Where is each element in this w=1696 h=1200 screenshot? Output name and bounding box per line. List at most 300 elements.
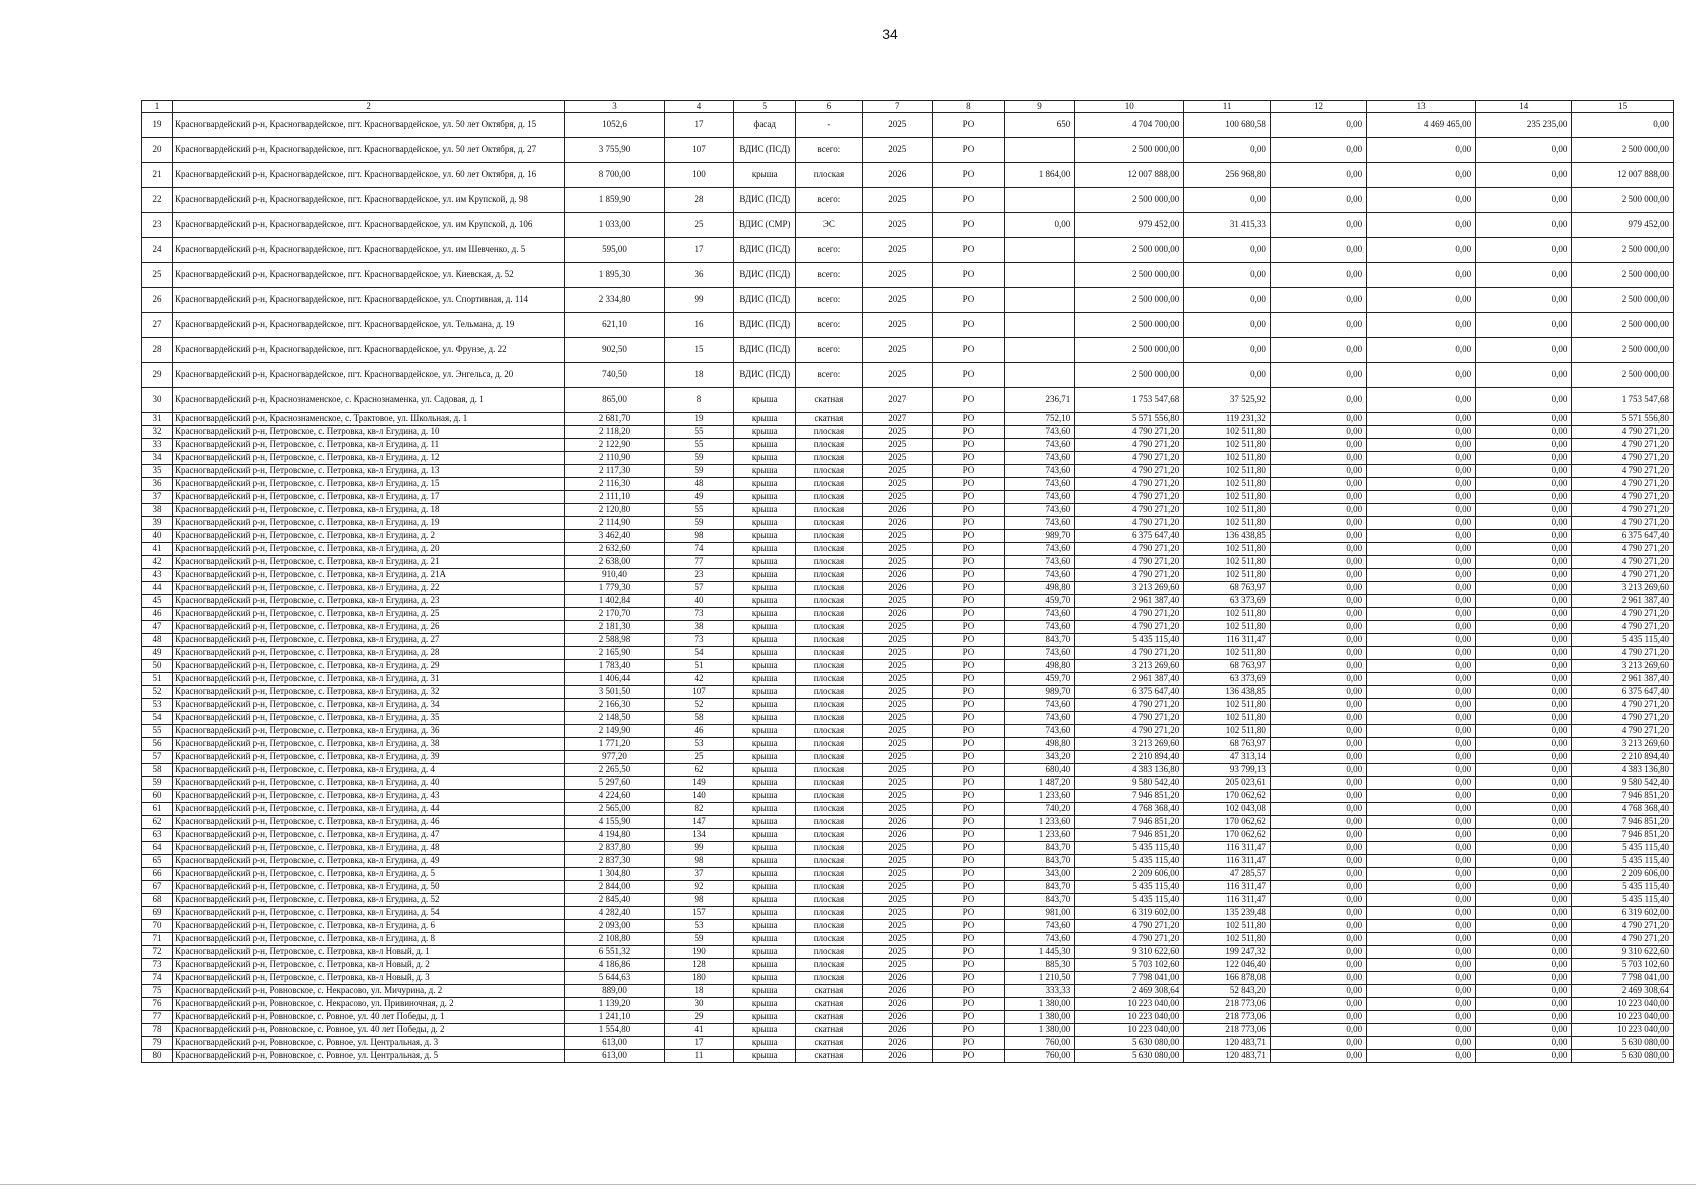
cell-col-1: 24 bbox=[142, 238, 173, 263]
address-cell: Красногвардейский р-н, Петровское, с. Петровка, кв-л Егудина, д. 23 bbox=[173, 595, 565, 608]
cell-col-3: 2 166,30 bbox=[565, 699, 664, 712]
column-header-3: 3 bbox=[565, 101, 664, 113]
cell-col-11: 102 511,80 bbox=[1184, 478, 1271, 491]
cell-col-6: скатная bbox=[796, 998, 862, 1011]
cell-col-3: 2 845,40 bbox=[565, 894, 664, 907]
cell-col-10: 6 375 647,40 bbox=[1075, 686, 1184, 699]
cell-col-14: 0,00 bbox=[1476, 595, 1572, 608]
cell-col-11: 68 763,97 bbox=[1184, 582, 1271, 595]
cell-col-7: 2026 bbox=[862, 582, 933, 595]
cell-col-9: 1 233,60 bbox=[1004, 829, 1075, 842]
cell-col-10: 4 790 271,20 bbox=[1075, 933, 1184, 946]
cell-col-11: 102 511,80 bbox=[1184, 699, 1271, 712]
cell-col-12: 0,00 bbox=[1270, 543, 1366, 556]
table-row bbox=[142, 868, 1674, 881]
capital-repair-table bbox=[141, 100, 1674, 1063]
cell-col-13: 0,00 bbox=[1367, 439, 1476, 452]
cell-col-12: 0,00 bbox=[1270, 338, 1366, 363]
cell-col-12: 0,00 bbox=[1270, 829, 1366, 842]
cell-col-12: 0,00 bbox=[1270, 790, 1366, 803]
cell-col-10: 4 790 271,20 bbox=[1075, 699, 1184, 712]
cell-col-3: 2 837,30 bbox=[565, 855, 664, 868]
cell-col-3: 2 265,50 bbox=[565, 764, 664, 777]
cell-col-13: 0,00 bbox=[1367, 556, 1476, 569]
cell-col-8: РО bbox=[933, 413, 1005, 426]
cell-col-5: крыша bbox=[734, 855, 796, 868]
cell-col-15: 9 310 622,60 bbox=[1572, 946, 1674, 959]
table-row bbox=[142, 920, 1674, 933]
cell-col-4: 29 bbox=[664, 1011, 733, 1024]
cell-col-3: 6 551,32 bbox=[565, 946, 664, 959]
cell-col-3: 2 632,60 bbox=[565, 543, 664, 556]
column-header-10: 10 bbox=[1075, 101, 1184, 113]
cell-col-12: 0,00 bbox=[1270, 660, 1366, 673]
address-cell: Красногвардейский р-н, Красногвардейское, пгт. Красногвардейское, ул. Тельмана, д. 19 bbox=[173, 313, 565, 338]
address-cell: Красногвардейский р-н, Петровское, с. Петровка, кв-л Егудина, д. 29 bbox=[173, 660, 565, 673]
cell-col-9: 743,60 bbox=[1004, 543, 1075, 556]
cell-col-7: 2025 bbox=[862, 907, 933, 920]
cell-col-12: 0,00 bbox=[1270, 530, 1366, 543]
cell-col-14: 0,00 bbox=[1476, 920, 1572, 933]
cell-col-3: 2 588,98 bbox=[565, 634, 664, 647]
cell-col-1: 47 bbox=[142, 621, 173, 634]
cell-col-13: 0,00 bbox=[1367, 673, 1476, 686]
cell-col-13: 0,00 bbox=[1367, 452, 1476, 465]
cell-col-12: 0,00 bbox=[1270, 608, 1366, 621]
cell-col-4: 74 bbox=[664, 543, 733, 556]
cell-col-13: 0,00 bbox=[1367, 582, 1476, 595]
cell-col-5: крыша bbox=[734, 569, 796, 582]
cell-col-14: 0,00 bbox=[1476, 388, 1572, 413]
cell-col-10: 4 790 271,20 bbox=[1075, 543, 1184, 556]
cell-col-4: 134 bbox=[664, 829, 733, 842]
cell-col-14: 0,00 bbox=[1476, 413, 1572, 426]
cell-col-5: крыша bbox=[734, 426, 796, 439]
table-row bbox=[142, 465, 1674, 478]
cell-col-4: 59 bbox=[664, 933, 733, 946]
cell-col-8: РО bbox=[933, 985, 1005, 998]
cell-col-7: 2025 bbox=[862, 777, 933, 790]
cell-col-13: 0,00 bbox=[1367, 465, 1476, 478]
cell-col-3: 2 118,20 bbox=[565, 426, 664, 439]
cell-col-11: 63 373,69 bbox=[1184, 595, 1271, 608]
cell-col-10: 2 500 000,00 bbox=[1075, 313, 1184, 338]
cell-col-4: 190 bbox=[664, 946, 733, 959]
table-row bbox=[142, 751, 1674, 764]
cell-col-7: 2025 bbox=[862, 946, 933, 959]
cell-col-7: 2026 bbox=[862, 504, 933, 517]
cell-col-5: крыша bbox=[734, 998, 796, 1011]
cell-col-4: 41 bbox=[664, 1024, 733, 1037]
cell-col-11: 102 511,80 bbox=[1184, 725, 1271, 738]
cell-col-13: 0,00 bbox=[1367, 829, 1476, 842]
cell-col-6: плоская bbox=[796, 504, 862, 517]
cell-col-5: крыша bbox=[734, 738, 796, 751]
address-cell: Красногвардейский р-н, Петровское, с. Петровка, кв-л Егудина, д. 17 bbox=[173, 491, 565, 504]
cell-col-9: 1 380,00 bbox=[1004, 1024, 1075, 1037]
cell-col-1: 30 bbox=[142, 388, 173, 413]
cell-col-6: плоская bbox=[796, 426, 862, 439]
cell-col-1: 29 bbox=[142, 363, 173, 388]
address-cell: Красногвардейский р-н, Петровское, с. Петровка, кв-л Егудина, д. 20 bbox=[173, 543, 565, 556]
cell-col-4: 55 bbox=[664, 504, 733, 517]
cell-col-1: 67 bbox=[142, 881, 173, 894]
cell-col-3: 1 406,44 bbox=[565, 673, 664, 686]
cell-col-7: 2026 bbox=[862, 1037, 933, 1050]
cell-col-7: 2025 bbox=[862, 959, 933, 972]
cell-col-12: 0,00 bbox=[1270, 556, 1366, 569]
column-header-8: 8 bbox=[933, 101, 1005, 113]
cell-col-14: 0,00 bbox=[1476, 725, 1572, 738]
cell-col-15: 2 500 000,00 bbox=[1572, 263, 1674, 288]
cell-col-14: 0,00 bbox=[1476, 673, 1572, 686]
cell-col-1: 59 bbox=[142, 777, 173, 790]
table-row bbox=[142, 595, 1674, 608]
cell-col-8: РО bbox=[933, 113, 1005, 138]
cell-col-3: 1 859,90 bbox=[565, 188, 664, 213]
cell-col-13: 0,00 bbox=[1367, 868, 1476, 881]
cell-col-12: 0,00 bbox=[1270, 998, 1366, 1011]
table-row bbox=[142, 738, 1674, 751]
cell-col-8: РО bbox=[933, 388, 1005, 413]
cell-col-3: 1 241,10 bbox=[565, 1011, 664, 1024]
cell-col-7: 2025 bbox=[862, 764, 933, 777]
cell-col-14: 0,00 bbox=[1476, 933, 1572, 946]
cell-col-1: 80 bbox=[142, 1050, 173, 1063]
cell-col-11: 218 773,06 bbox=[1184, 1024, 1271, 1037]
cell-col-7: 2025 bbox=[862, 881, 933, 894]
cell-col-7: 2025 bbox=[862, 855, 933, 868]
cell-col-4: 55 bbox=[664, 439, 733, 452]
cell-col-5: крыша bbox=[734, 452, 796, 465]
cell-col-11: 166 878,08 bbox=[1184, 972, 1271, 985]
cell-col-4: 149 bbox=[664, 777, 733, 790]
table-row bbox=[142, 426, 1674, 439]
cell-col-15: 5 703 102,60 bbox=[1572, 959, 1674, 972]
cell-col-9: 1 233,60 bbox=[1004, 816, 1075, 829]
cell-col-9: 343,00 bbox=[1004, 868, 1075, 881]
cell-col-13: 0,00 bbox=[1367, 816, 1476, 829]
cell-col-8: РО bbox=[933, 1037, 1005, 1050]
cell-col-8: РО bbox=[933, 634, 1005, 647]
cell-col-8: РО bbox=[933, 738, 1005, 751]
address-cell: Красногвардейский р-н, Красногвардейское, пгт. Красногвардейское, ул. Киевская, д. 52 bbox=[173, 263, 565, 288]
cell-col-8: РО bbox=[933, 313, 1005, 338]
table-row bbox=[142, 491, 1674, 504]
cell-col-6: плоская bbox=[796, 855, 862, 868]
cell-col-8: РО bbox=[933, 699, 1005, 712]
address-cell: Красногвардейский р-н, Петровское, с. Петровка, кв-л Егудина, д. 49 bbox=[173, 855, 565, 868]
cell-col-10: 4 790 271,20 bbox=[1075, 647, 1184, 660]
cell-col-8: РО bbox=[933, 673, 1005, 686]
cell-col-8: РО bbox=[933, 543, 1005, 556]
cell-col-4: 15 bbox=[664, 338, 733, 363]
cell-col-5: крыша bbox=[734, 881, 796, 894]
cell-col-8: РО bbox=[933, 621, 1005, 634]
cell-col-3: 4 194,80 bbox=[565, 829, 664, 842]
cell-col-15: 979 452,00 bbox=[1572, 213, 1674, 238]
column-header-1: 1 bbox=[142, 101, 173, 113]
cell-col-11: 0,00 bbox=[1184, 263, 1271, 288]
table-row bbox=[142, 1011, 1674, 1024]
cell-col-6: плоская bbox=[796, 803, 862, 816]
cell-col-11: 170 062,62 bbox=[1184, 829, 1271, 842]
cell-col-3: 2 837,80 bbox=[565, 842, 664, 855]
cell-col-9: 981,00 bbox=[1004, 907, 1075, 920]
cell-col-8: РО bbox=[933, 530, 1005, 543]
cell-col-3: 621,10 bbox=[565, 313, 664, 338]
cell-col-10: 2 209 606,00 bbox=[1075, 868, 1184, 881]
cell-col-6: плоская bbox=[796, 868, 862, 881]
address-cell: Красногвардейский р-н, Петровское, с. Петровка, кв-л Егудина, д. 46 bbox=[173, 816, 565, 829]
cell-col-14: 0,00 bbox=[1476, 313, 1572, 338]
cell-col-14: 0,00 bbox=[1476, 647, 1572, 660]
address-cell: Красногвардейский р-н, Петровское, с. Петровка, кв-л Егудина, д. 10 bbox=[173, 426, 565, 439]
cell-col-8: РО bbox=[933, 338, 1005, 363]
cell-col-7: 2025 bbox=[862, 113, 933, 138]
cell-col-9: 743,60 bbox=[1004, 569, 1075, 582]
table-row bbox=[142, 188, 1674, 213]
cell-col-11: 52 843,20 bbox=[1184, 985, 1271, 998]
cell-col-15: 4 790 271,20 bbox=[1572, 491, 1674, 504]
address-cell: Красногвардейский р-н, Петровское, с. Петровка, кв-л Егудина, д. 5 bbox=[173, 868, 565, 881]
cell-col-6: ЭС bbox=[796, 213, 862, 238]
column-header-13: 13 bbox=[1367, 101, 1476, 113]
address-cell: Красногвардейский р-н, Петровское, с. Петровка, кв-л Егудина, д. 38 bbox=[173, 738, 565, 751]
cell-col-9: 743,60 bbox=[1004, 920, 1075, 933]
address-cell: Красногвардейский р-н, Ровновское, с. Ровное, ул. Центральная, д. 3 bbox=[173, 1037, 565, 1050]
cell-col-15: 5 630 080,00 bbox=[1572, 1037, 1674, 1050]
cell-col-9: 743,60 bbox=[1004, 933, 1075, 946]
cell-col-4: 98 bbox=[664, 855, 733, 868]
cell-col-9: 885,30 bbox=[1004, 959, 1075, 972]
cell-col-15: 4 790 271,20 bbox=[1572, 465, 1674, 478]
address-cell: Красногвардейский р-н, Петровское, с. Петровка, кв-л Егудина, д. 4 bbox=[173, 764, 565, 777]
cell-col-9 bbox=[1004, 238, 1075, 263]
cell-col-1: 44 bbox=[142, 582, 173, 595]
cell-col-7: 2025 bbox=[862, 738, 933, 751]
cell-col-6: плоская bbox=[796, 452, 862, 465]
cell-col-5: крыша bbox=[734, 478, 796, 491]
table-row bbox=[142, 647, 1674, 660]
cell-col-14: 0,00 bbox=[1476, 998, 1572, 1011]
cell-col-12: 0,00 bbox=[1270, 855, 1366, 868]
cell-col-3: 865,00 bbox=[565, 388, 664, 413]
cell-col-12: 0,00 bbox=[1270, 933, 1366, 946]
cell-col-6: всего: bbox=[796, 138, 862, 163]
cell-col-1: 62 bbox=[142, 816, 173, 829]
cell-col-10: 7 946 851,20 bbox=[1075, 829, 1184, 842]
cell-col-6: плоская bbox=[796, 517, 862, 530]
cell-col-11: 218 773,06 bbox=[1184, 1011, 1271, 1024]
cell-col-5: крыша bbox=[734, 686, 796, 699]
cell-col-11: 102 511,80 bbox=[1184, 517, 1271, 530]
cell-col-12: 0,00 bbox=[1270, 881, 1366, 894]
cell-col-8: РО bbox=[933, 426, 1005, 439]
cell-col-8: РО bbox=[933, 712, 1005, 725]
cell-col-8: РО bbox=[933, 1050, 1005, 1063]
cell-col-14: 0,00 bbox=[1476, 288, 1572, 313]
cell-col-4: 16 bbox=[664, 313, 733, 338]
cell-col-13: 0,00 bbox=[1367, 569, 1476, 582]
cell-col-13: 0,00 bbox=[1367, 634, 1476, 647]
cell-col-1: 38 bbox=[142, 504, 173, 517]
cell-col-4: 128 bbox=[664, 959, 733, 972]
cell-col-8: РО bbox=[933, 751, 1005, 764]
address-cell: Красногвардейский р-н, Ровновское, с. Ровное, ул. 40 лет Победы, д. 2 bbox=[173, 1024, 565, 1037]
cell-col-12: 0,00 bbox=[1270, 751, 1366, 764]
cell-col-11: 102 511,80 bbox=[1184, 491, 1271, 504]
cell-col-6: плоская bbox=[796, 543, 862, 556]
cell-col-9: 1 445,30 bbox=[1004, 946, 1075, 959]
cell-col-11: 119 231,32 bbox=[1184, 413, 1271, 426]
address-cell: Красногвардейский р-н, Петровское, с. Петровка, кв-л Новый, д. 2 bbox=[173, 959, 565, 972]
cell-col-10: 2 500 000,00 bbox=[1075, 363, 1184, 388]
cell-col-10: 4 790 271,20 bbox=[1075, 517, 1184, 530]
cell-col-5: крыша bbox=[734, 163, 796, 188]
cell-col-3: 1 139,20 bbox=[565, 998, 664, 1011]
cell-col-1: 54 bbox=[142, 712, 173, 725]
cell-col-1: 69 bbox=[142, 907, 173, 920]
table-row bbox=[142, 985, 1674, 998]
cell-col-1: 36 bbox=[142, 478, 173, 491]
cell-col-4: 73 bbox=[664, 634, 733, 647]
cell-col-12: 0,00 bbox=[1270, 946, 1366, 959]
cell-col-9: 1 864,00 bbox=[1004, 163, 1075, 188]
table-row bbox=[142, 946, 1674, 959]
cell-col-13: 0,00 bbox=[1367, 881, 1476, 894]
table-row bbox=[142, 213, 1674, 238]
cell-col-11: 120 483,71 bbox=[1184, 1050, 1271, 1063]
cell-col-9: 1 233,60 bbox=[1004, 790, 1075, 803]
cell-col-8: РО bbox=[933, 465, 1005, 478]
cell-col-14: 0,00 bbox=[1476, 569, 1572, 582]
cell-col-11: 102 511,80 bbox=[1184, 556, 1271, 569]
column-header-5: 5 bbox=[734, 101, 796, 113]
cell-col-6: плоская bbox=[796, 478, 862, 491]
cell-col-7: 2026 bbox=[862, 972, 933, 985]
cell-col-4: 53 bbox=[664, 920, 733, 933]
cell-col-3: 2 165,90 bbox=[565, 647, 664, 660]
cell-col-14: 0,00 bbox=[1476, 517, 1572, 530]
cell-col-1: 19 bbox=[142, 113, 173, 138]
cell-col-15: 2 500 000,00 bbox=[1572, 288, 1674, 313]
cell-col-3: 902,50 bbox=[565, 338, 664, 363]
cell-col-14: 0,00 bbox=[1476, 790, 1572, 803]
cell-col-9 bbox=[1004, 263, 1075, 288]
cell-col-12: 0,00 bbox=[1270, 263, 1366, 288]
cell-col-15: 6 375 647,40 bbox=[1572, 686, 1674, 699]
cell-col-12: 0,00 bbox=[1270, 138, 1366, 163]
cell-col-9: 743,60 bbox=[1004, 699, 1075, 712]
cell-col-5: ВДИС (ПСД) bbox=[734, 188, 796, 213]
cell-col-11: 102 511,80 bbox=[1184, 543, 1271, 556]
scan-edge-line bbox=[0, 1184, 1696, 1185]
cell-col-6: плоская bbox=[796, 920, 862, 933]
address-cell: Красногвардейский р-н, Красногвардейское, пгт. Красногвардейское, ул. 50 лет Октября, д. 15 bbox=[173, 113, 565, 138]
cell-col-8: РО bbox=[933, 998, 1005, 1011]
cell-col-14: 0,00 bbox=[1476, 946, 1572, 959]
table-row bbox=[142, 313, 1674, 338]
cell-col-4: 55 bbox=[664, 426, 733, 439]
cell-col-12: 0,00 bbox=[1270, 920, 1366, 933]
cell-col-10: 5 571 556,80 bbox=[1075, 413, 1184, 426]
cell-col-15: 5 630 080,00 bbox=[1572, 1050, 1674, 1063]
cell-col-14: 0,00 bbox=[1476, 188, 1572, 213]
cell-col-14: 0,00 bbox=[1476, 163, 1572, 188]
cell-col-15: 5 571 556,80 bbox=[1572, 413, 1674, 426]
cell-col-6: плоская bbox=[796, 686, 862, 699]
cell-col-15: 2 210 894,40 bbox=[1572, 751, 1674, 764]
cell-col-4: 107 bbox=[664, 686, 733, 699]
cell-col-4: 8 bbox=[664, 388, 733, 413]
cell-col-14: 0,00 bbox=[1476, 452, 1572, 465]
cell-col-6: плоская bbox=[796, 738, 862, 751]
address-cell: Красногвардейский р-н, Ровновское, с. Ровное, ул. 40 лет Победы, д. 1 bbox=[173, 1011, 565, 1024]
address-cell: Красногвардейский р-н, Краснознаменское, с. Краснознаменка, ул. Садовая, д. 1 bbox=[173, 388, 565, 413]
cell-col-9: 989,70 bbox=[1004, 530, 1075, 543]
cell-col-15: 4 790 271,20 bbox=[1572, 608, 1674, 621]
cell-col-7: 2025 bbox=[862, 263, 933, 288]
cell-col-15: 6 375 647,40 bbox=[1572, 530, 1674, 543]
cell-col-3: 2 681,70 bbox=[565, 413, 664, 426]
cell-col-12: 0,00 bbox=[1270, 113, 1366, 138]
cell-col-13: 0,00 bbox=[1367, 288, 1476, 313]
cell-col-6: плоская bbox=[796, 647, 862, 660]
cell-col-6: всего: bbox=[796, 313, 862, 338]
cell-col-9 bbox=[1004, 188, 1075, 213]
cell-col-5: крыша bbox=[734, 595, 796, 608]
cell-col-6: плоская bbox=[796, 595, 862, 608]
table-row bbox=[142, 881, 1674, 894]
table-row bbox=[142, 582, 1674, 595]
cell-col-14: 0,00 bbox=[1476, 621, 1572, 634]
cell-col-13: 0,00 bbox=[1367, 363, 1476, 388]
cell-col-14: 0,00 bbox=[1476, 478, 1572, 491]
cell-col-10: 2 961 387,40 bbox=[1075, 673, 1184, 686]
address-cell: Красногвардейский р-н, Петровское, с. Петровка, кв-л Егудина, д. 13 bbox=[173, 465, 565, 478]
cell-col-11: 116 311,47 bbox=[1184, 634, 1271, 647]
cell-col-10: 3 213 269,60 bbox=[1075, 738, 1184, 751]
cell-col-3: 2 117,30 bbox=[565, 465, 664, 478]
cell-col-11: 0,00 bbox=[1184, 338, 1271, 363]
cell-col-10: 3 213 269,60 bbox=[1075, 660, 1184, 673]
cell-col-4: 38 bbox=[664, 621, 733, 634]
cell-col-9: 0,00 bbox=[1004, 213, 1075, 238]
cell-col-4: 82 bbox=[664, 803, 733, 816]
cell-col-5: крыша bbox=[734, 829, 796, 842]
cell-col-13: 0,00 bbox=[1367, 338, 1476, 363]
address-cell: Красногвардейский р-н, Петровское, с. Петровка, кв-л Егудина, д. 6 bbox=[173, 920, 565, 933]
cell-col-8: РО bbox=[933, 660, 1005, 673]
cell-col-5: крыша bbox=[734, 972, 796, 985]
cell-col-13: 0,00 bbox=[1367, 188, 1476, 213]
cell-col-15: 12 007 888,00 bbox=[1572, 163, 1674, 188]
cell-col-15: 4 790 271,20 bbox=[1572, 699, 1674, 712]
table-row bbox=[142, 907, 1674, 920]
cell-col-15: 5 435 115,40 bbox=[1572, 855, 1674, 868]
cell-col-10: 5 435 115,40 bbox=[1075, 881, 1184, 894]
cell-col-14: 0,00 bbox=[1476, 751, 1572, 764]
cell-col-15: 2 469 308,64 bbox=[1572, 985, 1674, 998]
cell-col-6: плоская bbox=[796, 569, 862, 582]
cell-col-5: крыша bbox=[734, 621, 796, 634]
cell-col-1: 71 bbox=[142, 933, 173, 946]
cell-col-10: 4 790 271,20 bbox=[1075, 465, 1184, 478]
table-row bbox=[142, 543, 1674, 556]
cell-col-3: 1 779,30 bbox=[565, 582, 664, 595]
cell-col-4: 54 bbox=[664, 647, 733, 660]
